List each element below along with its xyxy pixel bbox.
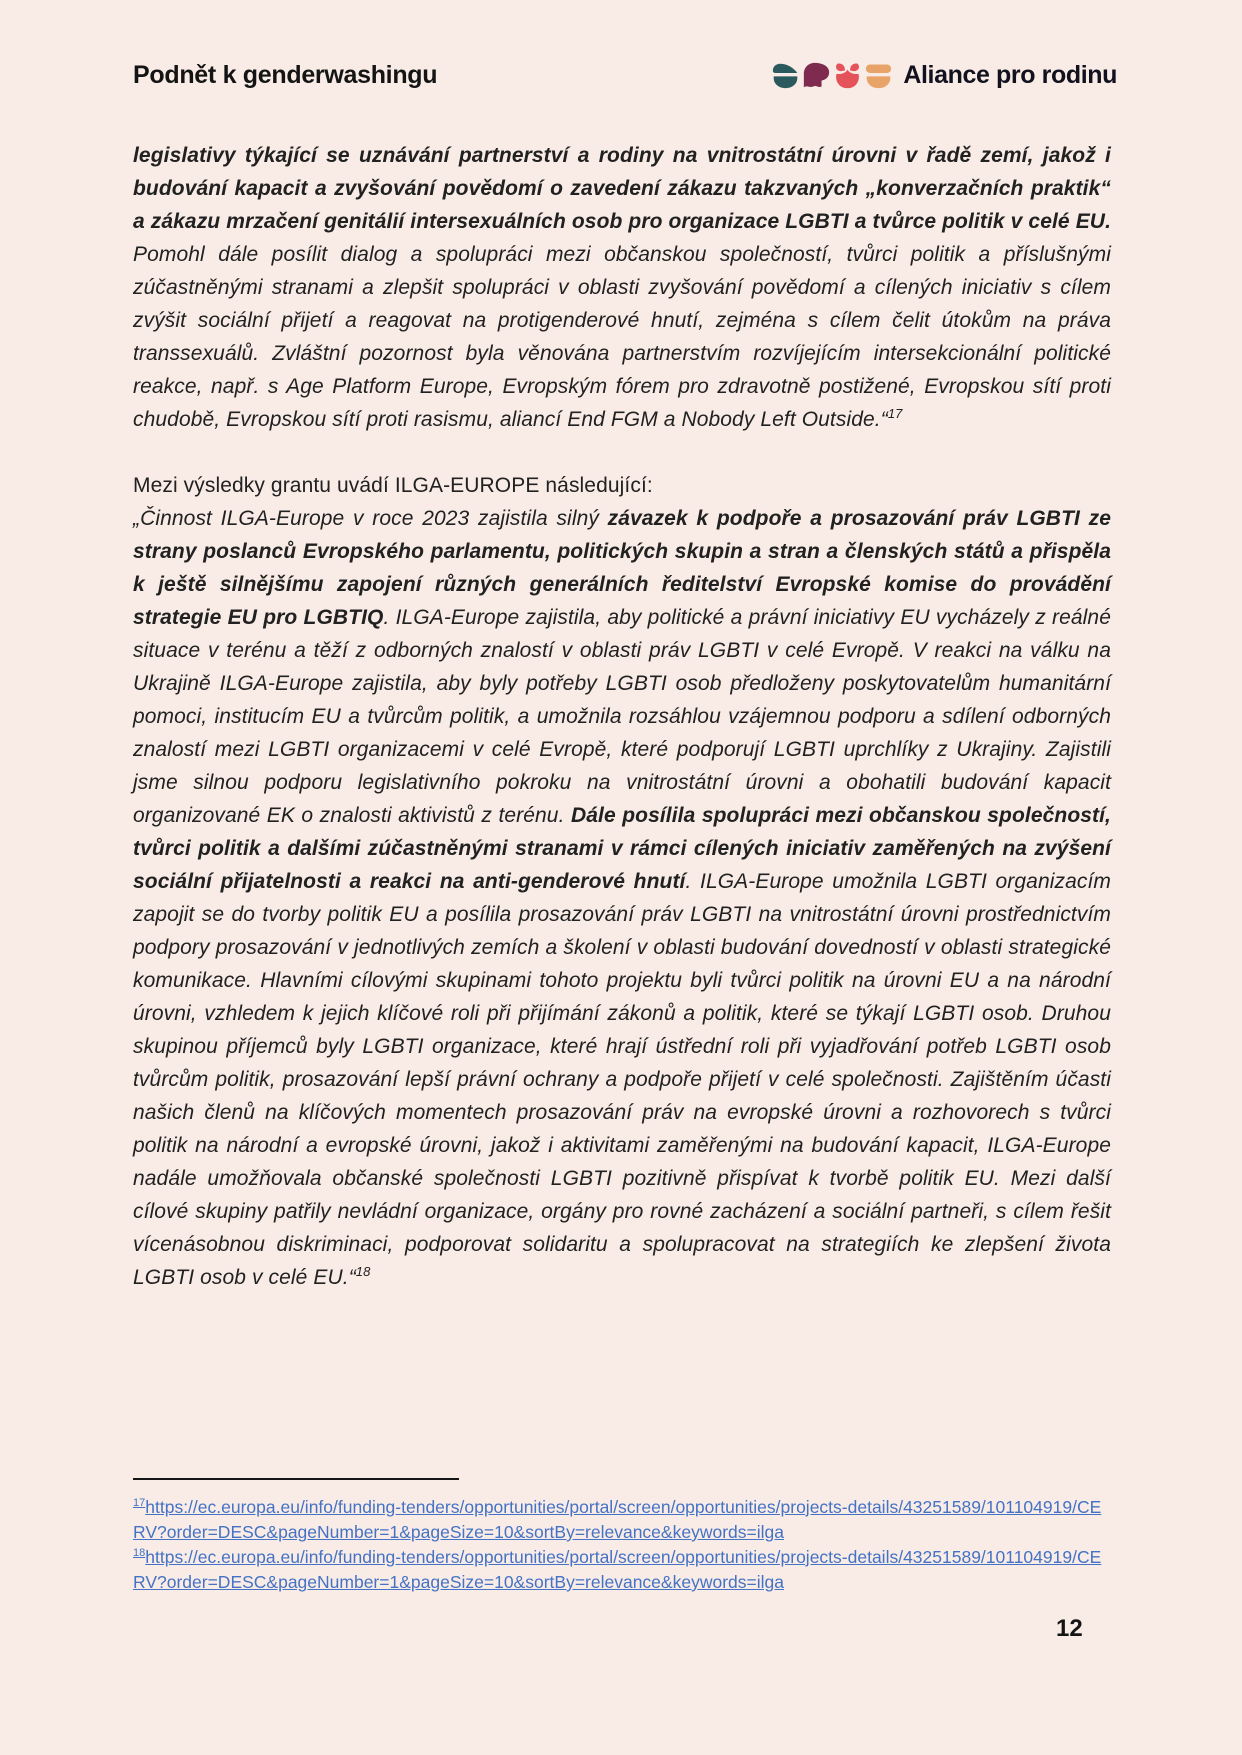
paragraph-ilga-quote: „Činnost ILGA-Europe v roce 2023 zajistila silný závazek k podpoře a prosazování práv LGBTI ze strany poslanců Evropského parlamentu, politických skupin a stran a členských států a přispěla k ještě silnějšímu zapojení různých generálních ředitelství Evropské komise do provádění strategie EU pro LGBTIQ. ILGA-Europe zajistila, aby politické a právní iniciativy EU vycházely z reálné situace v terénu a těží z odborných znalostí v oblasti práv LGBTI v celé Evropě. V reakci na válku na Ukrajině ILGA-Europe zajistila, aby byly potřeby LGBTI osob předloženy poskytovatelům humanitární pomoci, institucím EU a tvůrcům politik, a umožnila rozsáhlou vzájemnou podporu a sdílení odborných znalostí mezi LGBTI organizacemi v celé Evropě, které podporují LGBTI uprchlíky z Ukrajiny. Zajistili jsme silnou podporu legislativního pokroku na vnitrostátní úrovni a obohatili budování kapacit organizované EK o znalosti aktivistů z terénu. Dále posílila spolupráci mezi občanskou společností, tvůrci politik a dalšími zúčastněnými stranami v rámci cílených iniciativ zaměřených na zvýšení sociální přijatelnosti a reakci na anti-genderové hnutí. ILGA-Europe umožnila LGBTI organizacím zapojit se do tvorby politik EU a posílila prosazování práv LGBTI na vnitrostátní úrovni prostřednictvím podpory prosazování v jednotlivých zemích a školení v oblasti budování dovedností v oblasti strategické komunikace. Hlavními cílovými skupinami tohoto projektu byli tvůrci politik na úrovni EU a na národní úrovni, vzhledem k jejich klíčové roli při přijímání zákonů a politik, které se týkají LGBTI osob. Druhou skupinou příjemců byly LGBTI organizace, které hrají ústřední roli při vyjadřování potřeb LGBTI osob tvůrcům politik, prosazování lepší právní ochrany a podpoře přijetí v celé společnosti. Zajištěním účasti našich členů na klíčových momentech prosazování práv na evropské úrovni a rozhovorech s tvůrci politik na národní a evropské úrovni, jakož i aktivitami zaměřenými na budování kapacit, ILGA-Europe nadále umožňovala občanské společnosti LGBTI pozitivně přispívat k tvorbě politik EU. Mezi další cílové skupiny patřily nevládní organizace, orgány pro rovné zacházení a sociální partneři, s cílem řešit vícenásobnou diskriminaci, podporovat solidaritu a spolupracovat na strategiích ke zlepšení života LGBTI osob v celé EU.“$^{18}$ [133,507,1112,1289]
footnote-17 [133,1495,1111,1545]
logo-shape-orange-icon [865,60,892,91]
footnote-separator [133,1478,459,1480]
page-header [133,60,1117,91]
logo-shape-coral-icon [834,60,861,91]
logo-shape-plum-icon [803,60,830,91]
brand-logo [772,60,1117,91]
page-number: 12 [1056,1615,1083,1642]
footnote-17-link[interactable]: https://ec.europa.eu/info/funding-tenders/opportunities/portal/screen/opportunities/projects-details/43251589/101104919/CERV?order=DESC&pageNumber=1&pageSize=10&sortBy=relevance&keywords=ilga [133,1497,1102,1542]
paragraph-grant-description: legislativy týkající se uznávání partnerství a rodiny na vnitrostátní úrovni v řadě zemí, jakož i budování kapacit a zvyšování povědomí o zavedení zákazu takzvaných „konverzačních praktik“ a zákazu mrzačení genitálií intersexuálních osob pro organizace LGBTI a tvůrce politik v celé EU. Pomohl dále posílit dialog a spolupráci mezi občanskou společností, tvůrci politik a příslušnými zúčastněnými stranami a zlepšit spolupráci v oblasti zvyšování povědomí a cílených iniciativ s cílem zvýšit sociální přijetí a reagovat na protigenderové hnutí, zejména s cílem čelit útokům na práva transsexuálů. Zvláštní pozornost byla věnována partnerstvím rozvíjejícím intersekcionální politické reakce, např. s Age Platform Europe, Evropským fórem pro zdravotně postižené, Evropskou sítí proti chudobě, Evropskou sítí proti rasismu, aliancí End FGM a Nobody Left Outside.“$^{17}$ [133,144,1111,431]
footnotes-section [133,1478,1111,1595]
brand-name: Aliance pro rodinu [903,61,1117,89]
footnote-18-link[interactable]: https://ec.europa.eu/info/funding-tenders/opportunities/portal/screen/opportunities/projects-details/43251589/101104919/CERV?order=DESC&pageNumber=1&pageSize=10&sortBy=relevance&keywords=ilga [133,1547,1102,1592]
page-title: Podnět k genderwashingu [133,61,438,89]
paragraph-results-intro: Mezi výsledky grantu uvádí ILGA-EUROPE následující: [133,474,653,497]
footnote-17-number: 17 [133,1497,146,1510]
logo-shape-teal-icon [772,60,799,91]
page-content [133,139,1111,1294]
aliance-pro-rodinu-logo-icon [772,60,892,91]
footnote-18 [133,1545,1111,1595]
footnote-18-number: 18 [133,1547,146,1560]
